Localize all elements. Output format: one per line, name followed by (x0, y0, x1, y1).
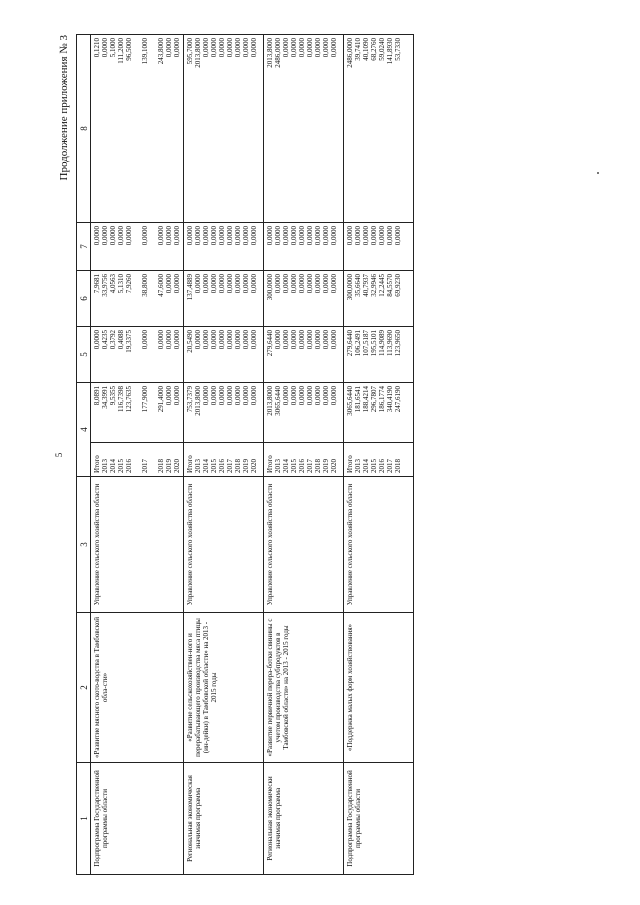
table-row (264, 35, 344, 875)
regional-funding: 7,9681 33,9756 4,0563 5,1310 7,9260 38,8000 47,6000 0,0000 0,0000 (91, 271, 184, 327)
year-list: Итого 2013 2014 2015 2016 2017 2018 2019 2020 (91, 443, 184, 477)
local-funding: 0,0000 0,0000 0,0000 0,0000 0,0000 0,0000 0,0000 (344, 223, 414, 271)
header-col-1: 1 (77, 763, 91, 875)
local-funding: 0,0000 0,0000 0,0000 0,0000 0,0000 0,0000 0,0000 0,0000 0,0000 (184, 223, 264, 271)
column-number-row (77, 35, 91, 875)
year-list: Итого 2013 2014 2015 2016 2017 2018 2019 2020 (184, 443, 264, 477)
local-funding: 0,0000 0,0000 0,0000 0,0000 0,0000 0,0000 0,0000 0,0000 0,0000 (264, 223, 344, 271)
regional-funding: 300,0000 35,6640 40,7937 32,9946 12,2445 84,5570 69,9230 (344, 271, 414, 327)
total-funding: 3065,6440 181,6541 188,4214 296,7807 186,1774 340,4190 247,6190 (344, 383, 414, 443)
responsible-body: Управление сельского хозяйства области (264, 477, 344, 613)
budget-table (76, 34, 414, 875)
responsible-body: Управление сельского хозяйства области (91, 477, 184, 613)
header-col-2: 2 (77, 613, 91, 763)
table-row (344, 35, 414, 875)
federal-funding: 20,5490 0,0000 0,0000 0,0000 0,0000 0,0000 0,0000 0,0000 0,0000 (184, 327, 264, 383)
total-funding: 2013,8000 3065,6440 0,0000 0,0000 0,0000 0,0000 0,0000 0,0000 0,0000 (264, 383, 344, 443)
regional-funding: 137,4889 0,0000 0,0000 0,0000 0,0000 0,0000 0,0000 0,0000 0,0000 (184, 271, 264, 327)
regional-funding: 300,0000 0,0000 0,0000 0,0000 0,0000 0,0000 0,0000 0,0000 0,0000 (264, 271, 344, 327)
program-name: «Развитие первичной перера-ботки свинины с учетом производства субпродуктов в Тамбовской области» на 2013 - 2015 годы (264, 613, 344, 763)
table-row (184, 35, 264, 875)
total-funding: 753,7379 2013,8000 0,0000 0,0000 0,0000 0,0000 0,0000 0,0000 0,0000 (184, 383, 264, 443)
year-list: Итого 2013 2014 2015 2016 2017 2018 (344, 443, 414, 477)
header-col-8: 8 (77, 35, 91, 223)
responsible-body: Управление сельского хозяйства области (344, 477, 414, 613)
program-type: Региональная экономически значимая программа (264, 763, 344, 875)
header-col-3: 3 (77, 477, 91, 613)
federal-funding: 279,6440 106,2491 107,5187 195,5101 114,9089 113,9690 123,9650 (344, 327, 414, 383)
header-col-4: 4 (77, 383, 91, 477)
page-number: 5 (54, 452, 64, 458)
header-col-5: 5 (77, 327, 91, 383)
scan-speck (597, 172, 599, 174)
appendix-title: Продолжение приложения № 3 (58, 35, 70, 181)
program-type: Подпрограмма Государственной программы области (344, 763, 414, 875)
program-name: «Развитие мясного ското-водства в Тамбовской обла-сти» (91, 613, 184, 763)
year-list: Итого 2013 2014 2015 2016 2017 2018 2019 2020 (264, 443, 344, 477)
total-funding: 8,0891 34,3991 9,5355 116,7398 123,7635 177,9000 291,4000 0,0000 0,0000 (91, 383, 184, 443)
program-name: «Развитие сельскохозяйствен-ного и перерабатывающего производства мяса птицы (ин-дейки) в Тамбовской области» на 2013 - 2015 годы (184, 613, 264, 763)
header-col-7: 7 (77, 223, 91, 271)
extrabudget-funding: 0,1210 0,0000 5,1000 111,2000 96,5000 139,1000 243,8000 0,0000 0,0000 (91, 35, 184, 223)
local-funding: 0,0000 0,0000 0,0000 0,0000 0,0000 0,0000 0,0000 0,0000 0,0000 (91, 223, 184, 271)
extrabudget-funding: 2486,0000 39,7410 40,1090 68,2760 59,0240 141,8930 53,7330 (344, 35, 414, 223)
program-type: Подпрограмма Государственной программы области (91, 763, 184, 875)
responsible-body: Управление сельского хозяйства области (184, 477, 264, 613)
federal-funding: 279,6440 0,0000 0,0000 0,0000 0,0000 0,0000 0,0000 0,0000 0,0000 (264, 327, 344, 383)
program-name: «Поддержка малых форм хозяйствования» (344, 613, 414, 763)
program-type: Региональная экономическая значимая программа (184, 763, 264, 875)
extrabudget-funding: 595,7000 2013,8000 0,0000 0,0000 0,0000 0,0000 0,0000 0,0000 0,0000 (184, 35, 264, 223)
header-col-6: 6 (77, 271, 91, 327)
table-row (91, 35, 184, 875)
rotated-page-content (50, 35, 590, 875)
federal-funding: 0,0000 0,4235 0,3792 0,4088 19,3375 0,0000 0,0000 0,0000 0,0000 (91, 327, 184, 383)
extrabudget-funding: 2013,8000 2486,0000 0,0000 0,0000 0,0000 0,0000 0,0000 0,0000 0,0000 (264, 35, 344, 223)
